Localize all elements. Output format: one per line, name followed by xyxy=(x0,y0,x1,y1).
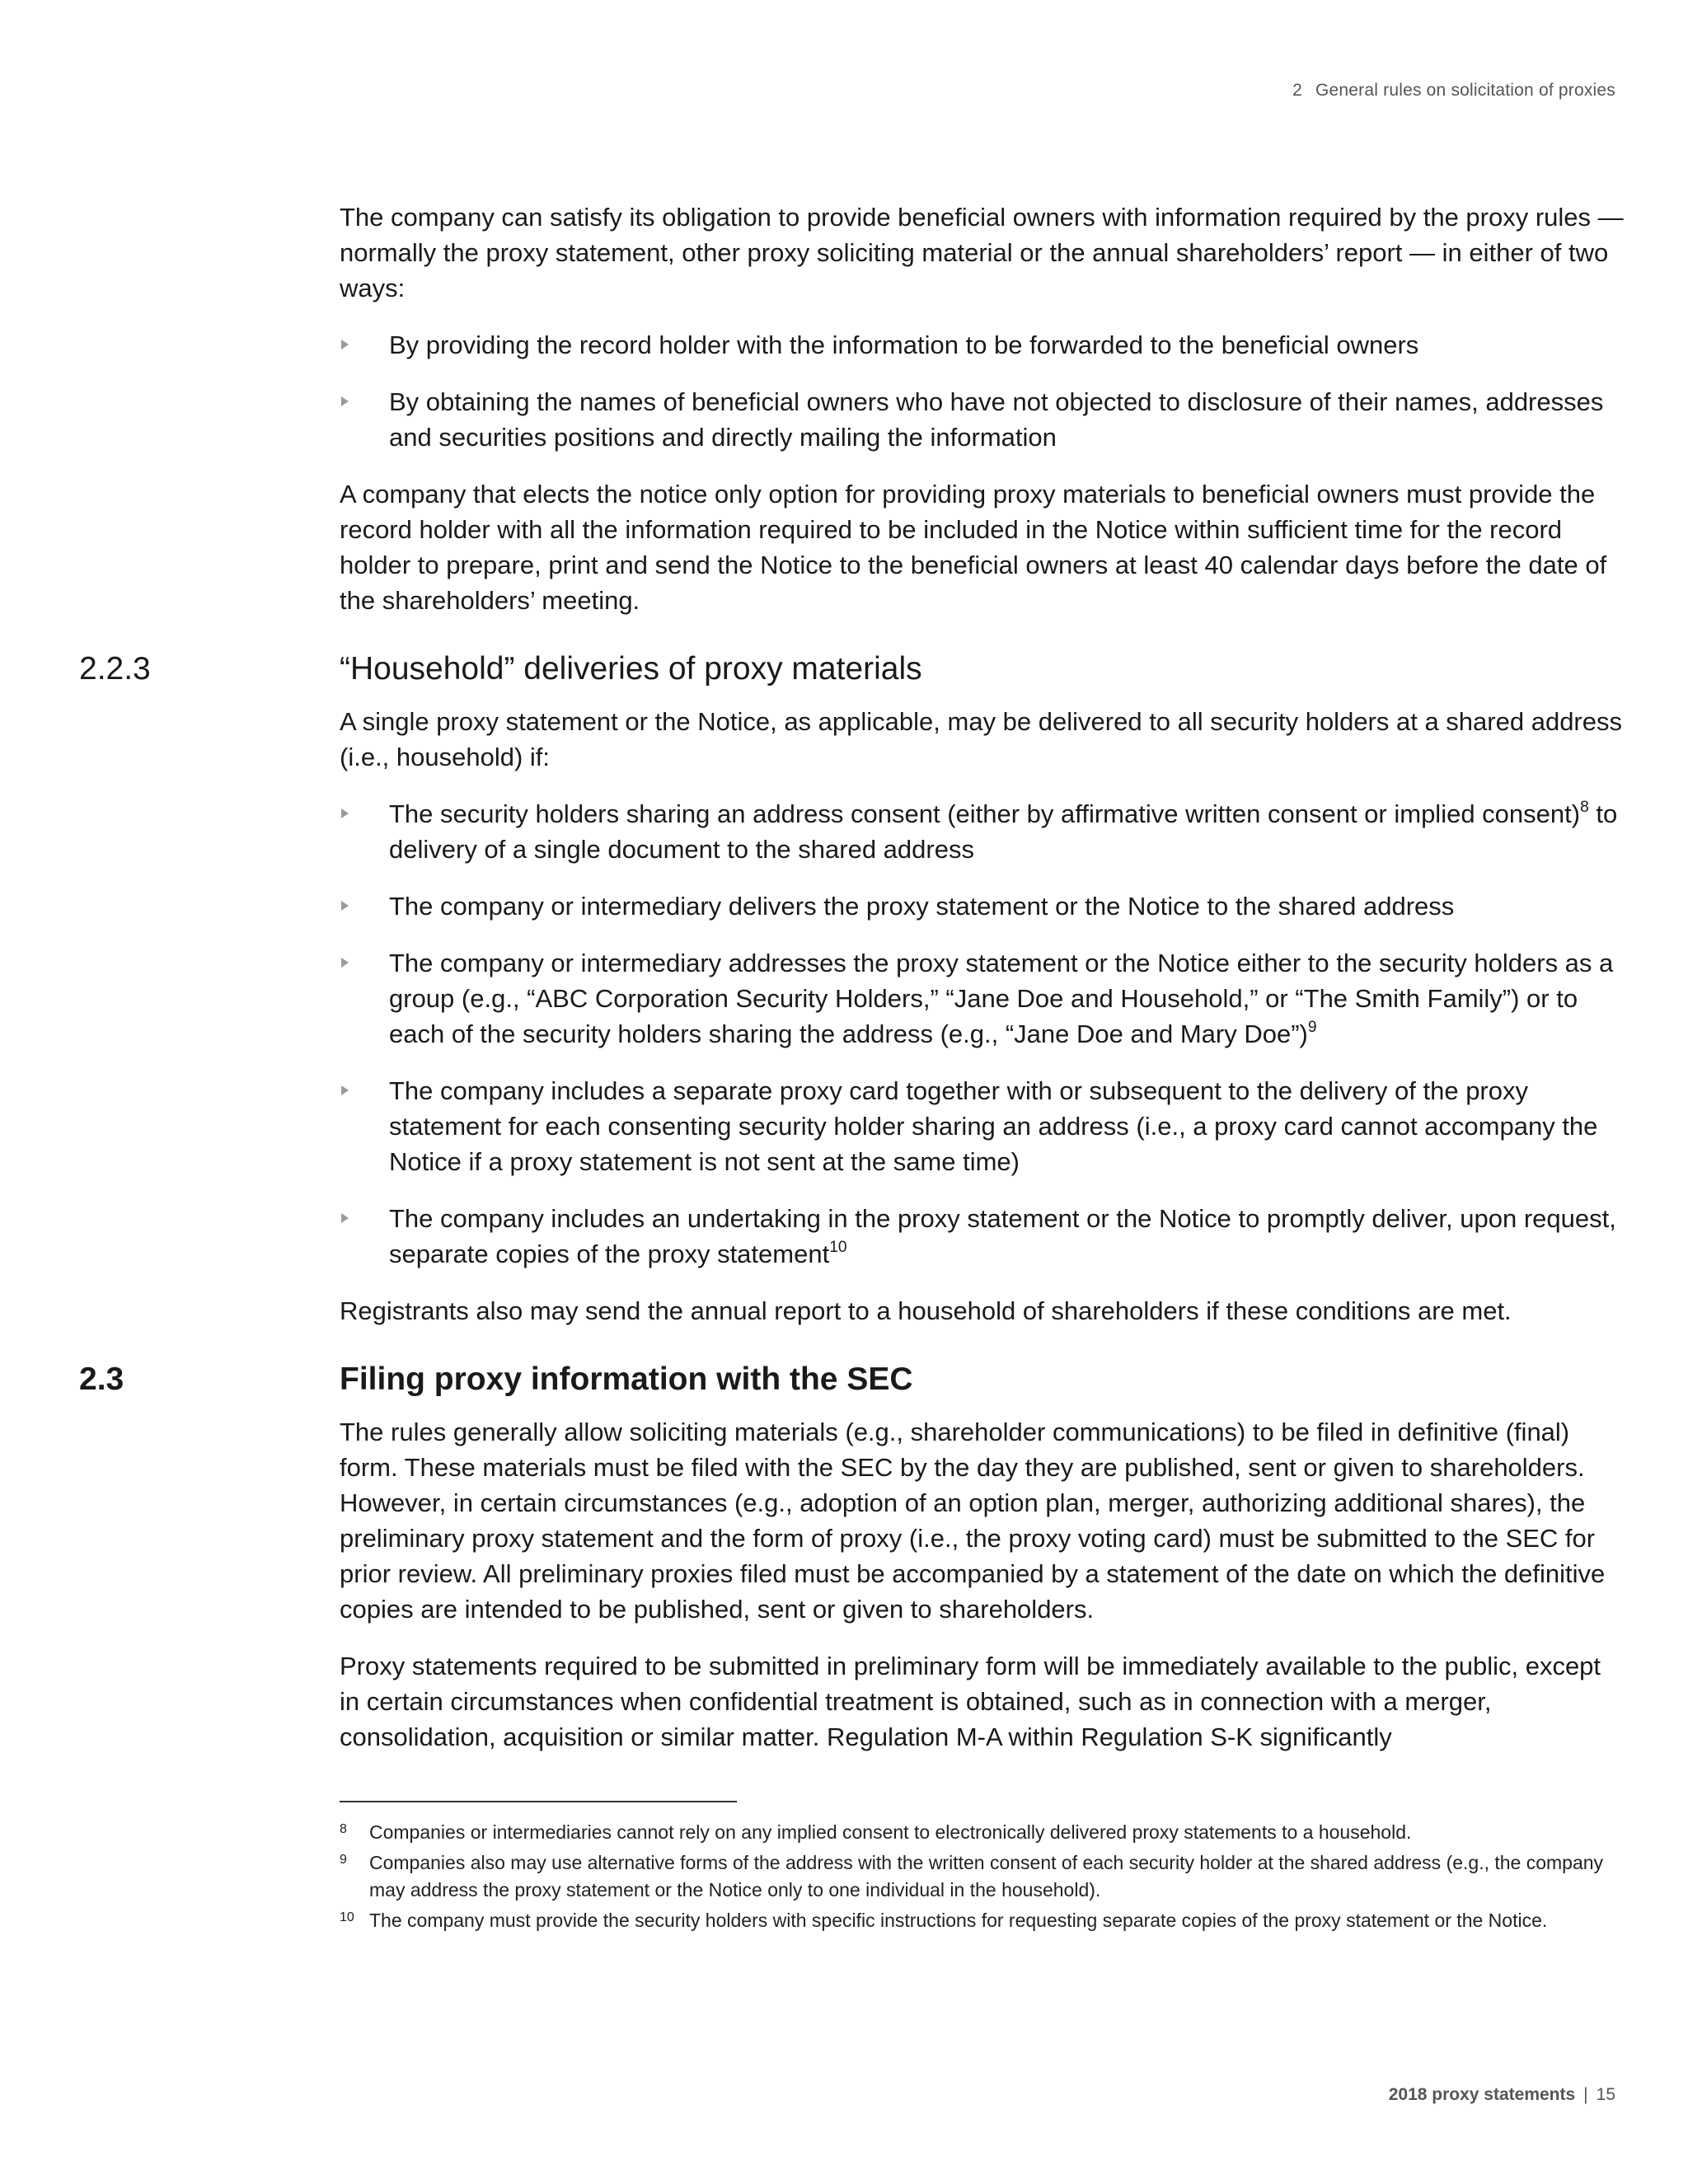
list-item xyxy=(340,384,1625,455)
triangle-bullet-icon xyxy=(341,808,349,818)
running-header xyxy=(1292,81,1615,101)
list-item-text: to delivery of a single document to the shared address xyxy=(389,799,1618,864)
list-item xyxy=(340,888,1625,924)
section-heading-2-3 xyxy=(79,1360,1625,1399)
footnote xyxy=(340,1849,1625,1904)
footnote xyxy=(340,1907,1625,1934)
list-item-text: By providing the record holder with the information to be forwarded to the beneficial owners xyxy=(389,330,1419,359)
publication-title: 2018 proxy statements xyxy=(1388,2085,1576,2104)
section-title: “Household” deliveries of proxy materials xyxy=(340,651,922,687)
list-item-text: The company includes an undertaking in the proxy statement or the Notice to promptly deliver, upon request, separate copies of the proxy statement xyxy=(389,1204,1616,1268)
footnote-text: Companies also may use alternative forms of the address with the written consent of each security holder at the shared address (e.g., the company may address the proxy statement or the Notice only to one individual in the household). xyxy=(369,1852,1604,1900)
footnote xyxy=(340,1819,1625,1846)
triangle-bullet-icon xyxy=(341,958,349,968)
notice-paragraph: A company that elects the notice only option for providing proxy materials to beneficial owners must provide the record holder with all the information required to be included in the Notice within sufficient time for the record holder to prepare, print and send the Notice to the beneficial owners at least 40 calendar days before the date of the shareholders’ meeting. xyxy=(340,480,1607,615)
filing-paragraph-2: Proxy statements required to be submitted in preliminary form will be immediately available to the public, except in certain circumstances when confidential treatment is obtained, such as in connection with a merger, consolidation, acquisition or similar matter. Regulation M-A within Regulation S-K significantly xyxy=(340,1652,1601,1751)
triangle-bullet-icon xyxy=(341,340,349,349)
list-item-text: The company or intermediary addresses the proxy statement or the Notice either to the security holders as a group (e.g., “ABC Corporation Security Holders,” “Jane Doe and Household,” or “The Smith Family”) or to each of the security holders sharing the address (e.g., “Jane Doe and Mary Doe”) xyxy=(389,949,1614,1048)
footnote-reference[interactable]: 8 xyxy=(1580,798,1589,816)
household-closing: Registrants also may send the annual report to a household of shareholders if these conditions are met. xyxy=(340,1296,1512,1325)
triangle-bullet-icon xyxy=(341,1213,349,1223)
page-footer xyxy=(1389,2085,1615,2105)
footnote-reference[interactable]: 9 xyxy=(1307,1018,1317,1036)
section-number: 2.2.3 xyxy=(79,651,151,687)
list-item-text: The company includes a separate proxy card together with or subsequent to the delivery of the proxy statement for each consenting security holder sharing an address (i.e., a proxy card cannot accompany the Notice if a proxy statement is not sent at the same time) xyxy=(389,1076,1598,1176)
footnote-text: Companies or intermediaries cannot rely on any implied consent to electronically delivered proxy statements to a household. xyxy=(369,1821,1412,1843)
footnote-mark: 10 xyxy=(340,1910,354,1924)
list-item xyxy=(340,796,1625,867)
footnote-reference[interactable]: 10 xyxy=(829,1238,847,1256)
household-intro: A single proxy statement or the Notice, as applicable, may be delivered to all security holders at a shared address (i.e., household) if: xyxy=(340,707,1622,771)
chapter-title: General rules on solicitation of proxies xyxy=(1315,81,1615,100)
footnote-mark: 8 xyxy=(340,1822,347,1836)
filing-paragraph-1: The rules generally allow soliciting materials (e.g., shareholder communications) to be filed in definitive (final) form. These materials must be filed with the SEC by the day they are published, sent or given to shareholders. However, in certain circumstances (e.g., adoption of an option plan, merger, authorizing additional shares), the preliminary proxy statement and the form of proxy (i.e., the proxy voting card) must be submitted to the SEC for prior review. All preliminary proxies filed must be accompanied by a statement of the date on which the definitive copies are intended to be published, sent or given to shareholders. xyxy=(340,1418,1606,1624)
footnote-text: The company must provide the security holders with specific instructions for requesting separate copies of the proxy statement or the Notice. xyxy=(369,1910,1548,1931)
triangle-bullet-icon xyxy=(341,396,349,406)
list-item-text: By obtaining the names of beneficial owners who have not objected to disclosure of their names, addresses and securities positions and directly mailing the information xyxy=(389,387,1604,452)
list-item xyxy=(340,1201,1625,1272)
section-number: 2.3 xyxy=(79,1361,124,1397)
triangle-bullet-icon xyxy=(341,901,349,911)
intro-paragraph: The company can satisfy its obligation to provide beneficial owners with information required by the proxy rules — normally the proxy statement, other proxy soliciting material or the annual shareholders’ report — in either of two ways: xyxy=(340,203,1624,302)
list-item-text: The security holders sharing an address consent (either by affirmative written consent or implied consent) xyxy=(389,799,1581,828)
footnote-divider xyxy=(340,1801,737,1802)
page-number: 15 xyxy=(1596,2085,1615,2104)
footnote-mark: 9 xyxy=(340,1853,347,1867)
section-title: Filing proxy information with the SEC xyxy=(340,1361,913,1397)
list-item xyxy=(340,945,1625,1052)
main-content xyxy=(79,199,1625,1938)
footer-separator: | xyxy=(1583,2085,1588,2104)
triangle-bullet-icon xyxy=(341,1085,349,1095)
list-item xyxy=(340,1073,1625,1179)
list-item xyxy=(340,327,1625,363)
chapter-number: 2 xyxy=(1292,81,1302,100)
section-heading-2-2-3 xyxy=(79,649,1625,689)
list-item-text: The company or intermediary delivers the proxy statement or the Notice to the shared address xyxy=(389,892,1455,921)
